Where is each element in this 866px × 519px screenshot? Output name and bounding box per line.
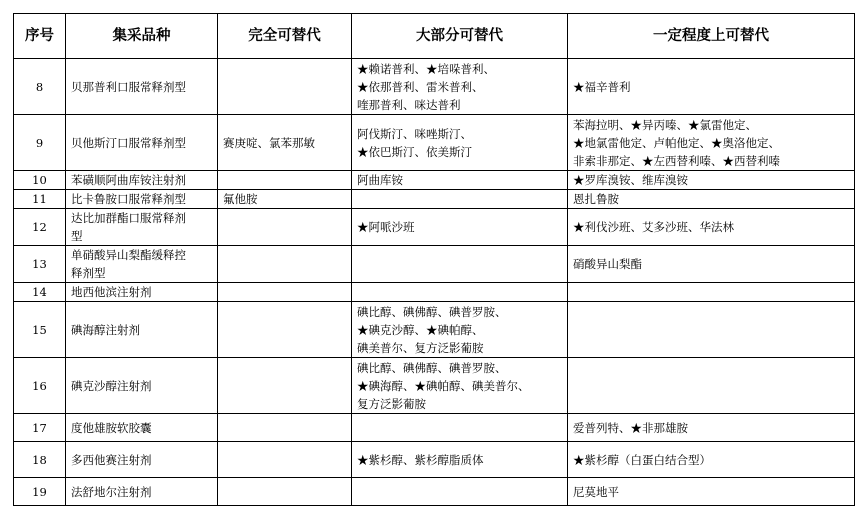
cell-text-line: 型 [71,229,83,243]
seq-cell: 9 [14,115,66,171]
drug-substitution-table [13,13,855,506]
full-substitute-cell [218,358,352,414]
partial-substitute-cell [568,414,855,442]
full-substitute-cell [218,209,352,246]
mostly-substitute-cell [352,246,568,283]
header-partial-substitute: 一定程度上可替代 [568,14,855,59]
cell-text-line: 复方泛影葡胺 [357,396,426,411]
seq-cell: 17 [14,414,66,442]
cell-text-line: 喹那普利、咪达普利 [357,97,461,112]
drug-name-cell [66,59,218,115]
cell-text-line: 单硝酸异山梨酯缓释控 [71,248,186,262]
cell-text-line: ★紫杉醇（白蛋白结合型） [573,452,711,467]
header-drug: 集采品种 [66,14,218,59]
full-substitute-cell [218,246,352,283]
cell-text-line: 苯海拉明、★异丙嗪、★氯雷他定、 [573,117,757,132]
seq-cell: 15 [14,302,66,358]
cell-text-line: ★福辛普利 [573,79,631,94]
drug-name-cell [66,171,218,190]
mostly-substitute-cell [352,59,568,115]
table-row [14,478,855,506]
table-body [14,59,855,506]
table-row [14,190,855,209]
cell-text-line: 氟他胺 [223,192,258,206]
cell-text-line: 比卡鲁胺口服常释剂型 [71,192,186,206]
drug-name-cell [66,283,218,302]
mostly-substitute-cell [352,478,568,506]
header-seq: 序号 [14,14,66,59]
cell-text-line: ★碘克沙醇、★碘帕醇、 [357,322,484,337]
cell-text-line: 苯磺顺阿曲库铵注射剂 [71,173,186,187]
seq-cell: 14 [14,283,66,302]
cell-text-line: ★罗库溴铵、维库溴铵 [573,173,688,187]
cell-text-line: ★赖诺普利、★培哚普利、 [357,61,495,76]
mostly-substitute-cell [352,283,568,302]
cell-text-line: 碘海醇注射剂 [71,322,140,337]
header-full-substitute: 完全可替代 [218,14,352,59]
header-mostly-substitute: 大部分可替代 [352,14,568,59]
full-substitute-cell [218,442,352,478]
seq-cell: 8 [14,59,66,115]
drug-name-cell [66,209,218,246]
cell-text-line: 碘比醇、碘佛醇、碘普罗胺、 [357,360,507,375]
drug-name-cell [66,442,218,478]
seq-cell: 19 [14,478,66,506]
partial-substitute-cell [568,442,855,478]
full-substitute-cell [218,283,352,302]
cell-text-line: 恩扎鲁胺 [573,192,619,206]
mostly-substitute-cell [352,115,568,171]
cell-text-line: 达比加群酯口服常释剂 [71,211,186,225]
table-row [14,209,855,246]
mostly-substitute-cell [352,171,568,190]
cell-text-line: ★紫杉醇、紫杉醇脂质体 [357,452,484,467]
cell-text-line: 贝那普利口服常释剂型 [71,79,186,94]
table-row [14,358,855,414]
mostly-substitute-cell [352,190,568,209]
cell-text-line: 碘比醇、碘佛醇、碘普罗胺、 [357,304,507,319]
cell-text-line: 释剂型 [71,266,106,280]
cell-text-line: ★碘海醇、★碘帕醇、碘美普尔、 [357,378,530,393]
cell-text-line: 碘美普尔、复方泛影葡胺 [357,340,484,355]
full-substitute-cell [218,414,352,442]
seq-cell: 12 [14,209,66,246]
partial-substitute-cell [568,171,855,190]
cell-text-line: 硝酸异山梨酯 [573,257,642,271]
header-row [14,14,855,59]
cell-text-line: 碘克沙醇注射剂 [71,378,152,393]
mostly-substitute-cell [352,442,568,478]
partial-substitute-cell [568,59,855,115]
cell-text-line: 非索非那定、★左西替利嗪、★西替利嗪 [573,153,780,168]
seq-cell: 10 [14,171,66,190]
drug-name-cell [66,190,218,209]
cell-text-line: ★依那普利、雷米普利、 [357,79,484,94]
cell-text-line: 贝他斯汀口服常释剂型 [71,135,186,150]
cell-text-line: 法舒地尔注射剂 [71,484,152,499]
cell-text-line: 地西他滨注射剂 [71,285,152,299]
full-substitute-cell [218,59,352,115]
partial-substitute-cell [568,478,855,506]
seq-cell: 11 [14,190,66,209]
seq-cell: 16 [14,358,66,414]
drug-name-cell [66,115,218,171]
cell-text-line: ★地氯雷他定、卢帕他定、★奥洛他定、 [573,135,780,150]
cell-text-line: 度他雄胺软胶囊 [71,420,152,435]
table-row [14,414,855,442]
mostly-substitute-cell [352,414,568,442]
drug-name-cell [66,478,218,506]
full-substitute-cell [218,171,352,190]
full-substitute-cell [218,478,352,506]
drug-name-cell [66,246,218,283]
mostly-substitute-cell [352,358,568,414]
table-row [14,59,855,115]
cell-text-line: ★利伐沙班、艾多沙班、华法林 [573,220,734,234]
seq-cell: 13 [14,246,66,283]
table-row [14,442,855,478]
partial-substitute-cell [568,246,855,283]
table-row [14,302,855,358]
drug-name-cell [66,414,218,442]
cell-text-line: 爱普列特、★非那雄胺 [573,420,688,435]
partial-substitute-cell [568,115,855,171]
full-substitute-cell [218,190,352,209]
cell-text-line: 尼莫地平 [573,484,619,499]
mostly-substitute-cell [352,209,568,246]
partial-substitute-cell [568,302,855,358]
cell-text-line: 多西他赛注射剂 [71,452,152,467]
drug-name-cell [66,302,218,358]
drug-name-cell [66,358,218,414]
table-row [14,171,855,190]
table-row [14,246,855,283]
partial-substitute-cell [568,358,855,414]
partial-substitute-cell [568,283,855,302]
mostly-substitute-cell [352,302,568,358]
full-substitute-cell [218,115,352,171]
table-row [14,283,855,302]
cell-text-line: ★阿哌沙班 [357,220,415,234]
partial-substitute-cell [568,209,855,246]
cell-text-line: 阿伐斯汀、咪唑斯汀、 [357,126,472,141]
seq-cell: 18 [14,442,66,478]
cell-text-line: 阿曲库铵 [357,173,403,187]
cell-text-line: 赛庚啶、氯苯那敏 [223,135,315,150]
full-substitute-cell [218,302,352,358]
partial-substitute-cell [568,190,855,209]
cell-text-line: ★依巴斯汀、依美斯汀 [357,144,472,159]
table-row [14,115,855,171]
